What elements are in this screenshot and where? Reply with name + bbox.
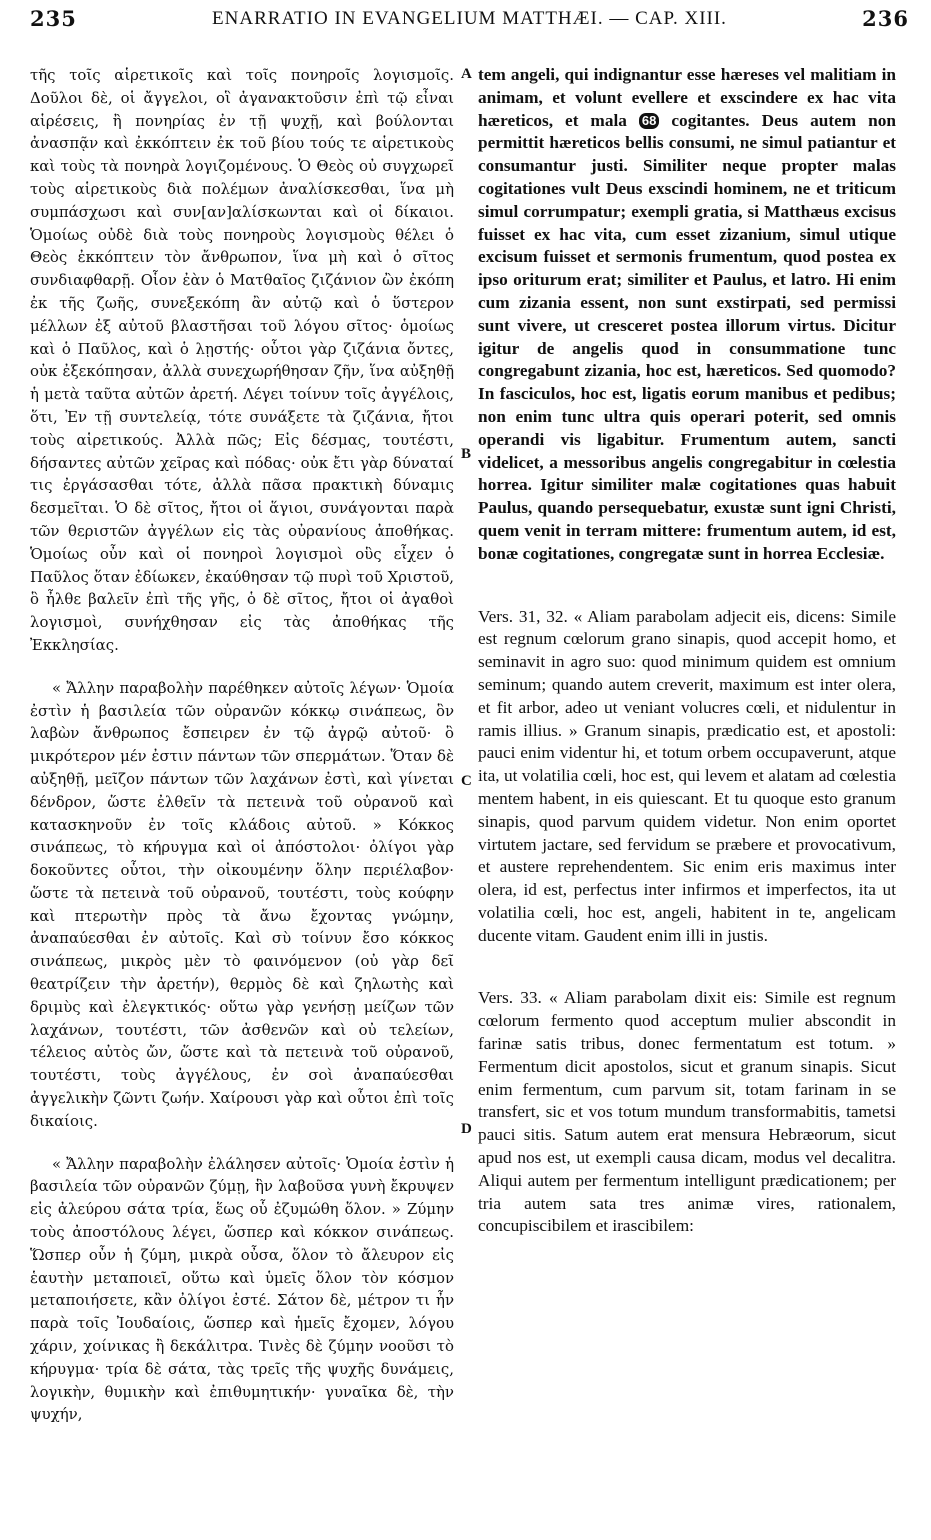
running-header <box>30 6 909 36</box>
greek-paragraph-1: τῆς τοῖς αἱρετικοῖς καὶ τοῖς πονηροῖς λογισμοῖς. Δοῦλοι δὲ, οἱ ἄγγελοι, οἳ ἀγανακτοῦσιν ἐπὶ τῷ εἶναι αἱρέσεις, ἢ πονηρίας ἐν τῇ ψυχῇ, καὶ βούλονται ἀνασπᾷν καὶ ἐκκόπτειν ἐκ τοῦ βίου τούς τε αἱρετικοὺς καὶ τοὺς τὰ πονηρὰ λογιζομένους. Ὁ Θεὸς οὐ συγχωρεῖ τοὺς αἱρετικοὺς διὰ πολέμων ἀναλίσκεσθαι, ἵνα μὴ συμπάσχωσι καὶ συν[αν]αλίσκωνται καὶ οἱ δίκαιοι. Ὁμοίως οὐδὲ διὰ τοὺς πονηροὺς λογισμοὺς θέλει ὁ Θεὸς ἐκκόπτειν τὸν ἄνθρωπον, ἵνα μὴ καὶ ὁ σῖτος συνδιαφθαρῇ. Οἷον ἐὰν ὁ Ματθαῖος ζιζάνιον ὢν ἐκόπη ἐκ τῆς ζωῆς, συνεξεκόπη ἂν αὐτῷ καὶ ὁ ὕστερον μέλλων ἐξ αὐτοῦ βλαστῆσαι τοῦ λόγου σῖτος· ὁμοίως καὶ ὁ Παῦλος, καὶ ὁ λῃστής· οὗτοι γὰρ ζιζάνια ὄντες, οὐκ ἐξεκόπησαν, ἀλλὰ συνεχωρήθησαν ζῆν, ἵνα αὐξηθῇ ἡ μετὰ ταῦτα αὐτῶν ἀρετή. Λέγει τοίνυν τοῖς ἀγγέλοις, ὅτι, Ἐν τῇ συντελείᾳ, τότε συνάξετε τὰ ζιζάνια, ἤτοι τοὺς αἱρετικούς. Ἀλλὰ πῶς; Εἰς δέσμας, τουτέστι, δήσαντες αὐτῶν χεῖρας καὶ πόδας· οὐκ ἔτι γὰρ δύναταί τις ἐργάσασθαι τότε, ἀλλὰ πᾶσα πρακτικὴ δύναμις δεσμεῖται. Ὁ δὲ σῖτος, ἤτοι οἱ ἅγιοι, συνάγονται παρὰ τῶν θεριστῶν ἀγγέλων εἰς τὰς οὐρανίους ἀποθήκας. Ὁμοίως οὖν καὶ οἱ πονηροὶ λογισμοὶ οὓς εἶχεν ὁ Παῦλος ὅταν ἐδίωκεν, ἐκαύθησαν τῷ πυρὶ τοῦ Χριστοῦ, ὃ ἦλθε βαλεῖν ἐπὶ τῆς γῆς, ὁ δὲ σῖτος, ἤτοι οἱ ἀγαθοὶ λογισμοὶ, συνήχθησαν εἰς τὰς ἀποθήκας τῆς Ἐκκλησίας. <box>30 66 454 654</box>
latin-paragraph-2: Vers. 31, 32. « Aliam parabolam adjecit eis, dicens: Simile est regnum cœlorum grano sinapis, quod accepit homo, et seminavit in agro suo: quod minimum quidem est omnium seminum; quando autem creverit, maximum est inter olera, et fit arbor, adeo ut veniant volucres cœli, et nidulentur in ramis illius. » Granum sinapis, prædicatio est, et apostoli: pauci enim videntur hi, et totum orbem occupaverunt, atque ita, ut volatilia cœli, hoc est, qui levem et alatam ad cœlestia mentem habent, in eis quiescant. Et tu quoque esto granum sinapis, quod parvum quidem videtur. Non enim oportet virtutem jactare, sed fervidum se præbere et provocativum, et austere reprehendentem. Sic enim eris maximus inter olera, id est, perfectus inter infirmos et imperfectos, ita ut volatilia cœli, hoc est, angeli, habitent in te, angelicam ducente vitam. Gaudent enim illi in justis. <box>478 606 896 945</box>
page-number-left: 235 <box>30 6 77 31</box>
latin-paragraph-1a: tem angeli, qui indignantur esse hæreses vel malitiam in animam, et volunt evellere et exscindere ex hac vita hæreticos, et mala <box>478 65 896 130</box>
margin-marker-d: D <box>461 1121 472 1137</box>
latin-paragraph-1b: cogitantes. Deus autem non permittit hæreticos bellis consumi, ne simul patiantur et consumantur justi. Similiter neque propter malas cogitationes vult Deus exscindi hominem, ne et triticum simul corrumpatur; exempli gratia, si Matthæus excisus fuisset ex hac vita, cum esset zizanium, simul utique excisum fuisset et sermonis frumentum, quod postea ex ipso oriturum erat; similiter et Paulus, et latro. Hi enim cum zizania essent, non sunt exstirpati, sed permissi sunt vivere, ut cresceret postea illorum virtus. Dicitur igitur de angelis quod in consummatione tunc congregabunt zizania, hoc est, hæreticos. Sed quomodo? In fasciculos, hoc est, ligatis eorum manibus et pedibus; non enim tunc ultra quis operari poterit, sed omnis operandi vis ligabitur. Frumentum autem, sancti videlicet, a messoribus angelis congregabitur in cœlestia horrea. Igitur similiter malæ cogitationes quas habuit Paulus, quando persequebatur, exustæ sunt igni Christi, quem venit in terram mittere: frumentum autem, id est, bonæ cogitationes, congregatæ sunt in horrea Ecclesiæ. <box>478 110 896 563</box>
margin-marker-a: A <box>461 66 472 82</box>
column-number-badge: 68 <box>639 113 659 129</box>
greek-column <box>30 64 454 1520</box>
latin-column <box>478 64 896 1520</box>
running-title: ENARRATIO IN EVANGELIUM MATTHÆI. — CAP. XIII. <box>212 8 727 29</box>
margin-marker-c: C <box>461 773 472 789</box>
latin-paragraph-3: Vers. 33. « Aliam parabolam dixit eis: Simile est regnum cœlorum fermento quod acceptum mulier abscondit in farinæ satis tribus, donec fermentatum est totum. » Fermentum dicit apostolos, sicut et granum sinapis. Sicut enim fermentum, cum parvum sit, totam farinam in se transfert, sic et vos totum mundum transformabitis, tametsi pauci sitis. Satum autem erat mensura Hebræorum, sicut apud nos est, ut exempli causa dicam, modus vel decalitra. Aliqui autem per fermentum intelligunt prædicationem; per tria autem sata tres animæ vires, rationalem, concupiscibilem et irascibilem: <box>478 988 896 1236</box>
greek-paragraph-2: « Ἄλλην παραβολὴν παρέθηκεν αὐτοῖς λέγων· Ὁμοία ἐστὶν ἡ βασιλεία τῶν οὐρανῶν κόκκῳ σινάπεως, ὃν λαβὼν ἄνθρωπος ἔσπειρεν ἐν τῷ ἀγρῷ αὐτοῦ· ὃ μικρότερον μέν ἐστιν πάντων τῶν σπερμάτων. Ὅταν δὲ αὐξηθῇ, μεῖζον πάντων τῶν λαχάνων ἐστὶ, καὶ γίνεται δένδρον, ὥστε ἐλθεῖν τὰ πετεινὰ τοῦ οὐρανοῦ καὶ κατασκηνοῦν ἐν τοῖς κλάδοις αὐτοῦ. » Κόκκος σινάπεως, τὸ κήρυγμα καὶ οἱ ἀπόστολοι· ὀλίγοι γὰρ δοκοῦντες οὗτοι, τὴν οἰκουμένην ὅλην περιέλαβον· ὥστε τὰ πετεινὰ τοῦ οὐρανοῦ, τουτέστι, τοὺς κούφην καὶ πτερωτὴν πρὸς τὰ ἄνω ἔχοντας γνώμην, ἀναπαύεσθαι ἐν αὐτοῖς. Καὶ σὺ τοίνυν ἔσο κόκκος σινάπεως, μικρὸς μὲν τὸ φαινόμενον (οὐ γὰρ δεῖ θεατρίζειν τὴν ἀρετήν), θερμὸς δὲ καὶ ζηλωτὴς καὶ δριμὺς καὶ ἐλεγκτικός· οὕτω γὰρ γενήσῃ μείζων τῶν λαχάνων, τουτέστι, τῶν ἀσθενῶν καὶ οὐ τελείων, τέλειος αὐτὸς ὤν, ὥστε καὶ τὰ πετεινὰ τοῦ οὐρανοῦ, τουτέστι, τοὺς ἀγγέλους, ἐν σοὶ ἀναπαύεσθαι ἀγγελικὴν ζῶντι ζωήν. Χαίρουσι γὰρ καὶ οὗτοι ἐπὶ τοῖς δικαίοις. <box>30 678 454 1130</box>
latin-paragraph-1 <box>478 64 896 566</box>
page-number-right: 236 <box>862 6 909 31</box>
greek-paragraph-3: « Ἄλλην παραβολὴν ἐλάλησεν αὐτοῖς· Ὁμοία ἐστὶν ἡ βασιλεία τῶν οὐρανῶν ζύμῃ, ἣν λαβοῦσα γυνὴ ἔκρυψεν εἰς ἀλεύρου σάτα τρία, ἕως οὗ ἐζυμώθη ὅλον. » Ζύμην τοὺς ἀποστόλους λέγει, ὥσπερ καὶ κόκκον σινάπεως. Ὥσπερ οὖν ἡ ζύμη, μικρὰ οὖσα, ὅλον τὸ ἄλευρον εἰς ἑαυτὴν μεταποιεῖ, οὕτω καὶ ὑμεῖς ὅλον τὸν κόσμον μεταποιήσετε, κἂν ὀλίγοι ἐστέ. Σάτον δὲ, μέτρον τι ἦν παρὰ τοῖς Ἰουδαίοις, ὥσπερ καὶ ἡμεῖς ἔχομεν, λόγου χάριν, χοίνικας ἢ δεκάλιτρα. Τινὲς δὲ ζύμην νοοῦσι τὸ κήρυγμα· τρία δὲ σάτα, τὰς τρεῖς τῆς ψυχῆς δυνάμεις, λογικὴν, θυμικὴν καὶ ἐπιθυμητικήν· γυναῖκα δὲ, τὴν ψυχήν, <box>30 1154 454 1424</box>
margin-marker-b: B <box>461 446 472 462</box>
